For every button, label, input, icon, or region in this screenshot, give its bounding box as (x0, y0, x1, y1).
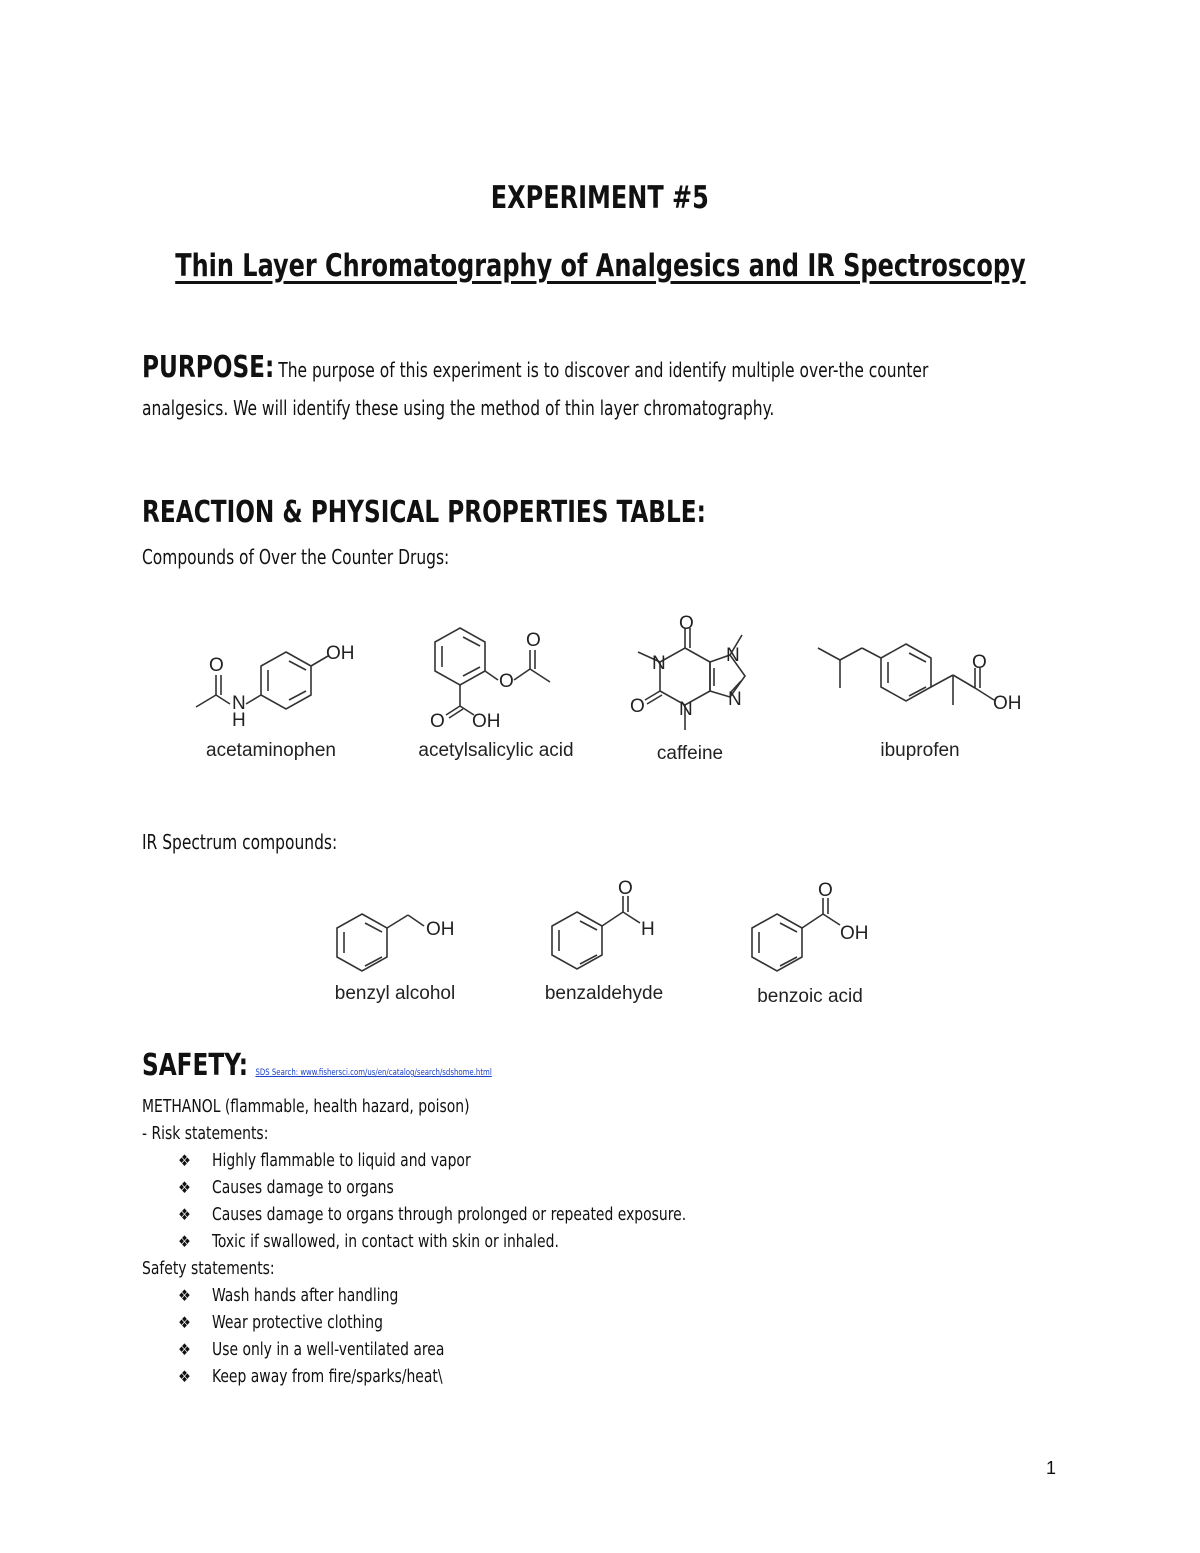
atom-label-n: N (652, 653, 666, 674)
bullet-icon: ❖ (178, 1313, 191, 1332)
safety-label: SAFETY: (142, 1048, 249, 1083)
bullet-icon: ❖ (178, 1340, 191, 1359)
safety-item: ❖ Use only in a well-ventilated area (178, 1339, 445, 1360)
atom-label-oh: OH (426, 919, 455, 940)
bullet-icon: ❖ (178, 1286, 191, 1305)
atom-label-n: N (232, 693, 246, 714)
bullet-icon: ❖ (178, 1232, 191, 1251)
compound-name-benzaldehyde: benzaldehyde (544, 983, 664, 1004)
bullet-icon: ❖ (178, 1178, 191, 1197)
risk-statements-label: - Risk statements: (142, 1123, 269, 1144)
atom-label-oh: OH (840, 923, 869, 944)
reaction-properties-heading: REACTION & PHYSICAL PROPERTIES TABLE: (142, 495, 706, 530)
safety-statements-label: Safety statements: (142, 1258, 275, 1279)
atom-label-o: O (618, 878, 633, 899)
purpose-text-line1: The purpose of this experiment is to discover and identify multiple over-the counter (278, 358, 929, 382)
purpose-text-line2: analgesics. We will identify these using the method of thin layer chromatography. (142, 396, 775, 420)
atom-label-o: O (209, 655, 224, 676)
atom-label-o: O (679, 613, 694, 634)
bullet-icon: ❖ (178, 1151, 191, 1170)
experiment-number: EXPERIMENT #5 (490, 180, 710, 216)
atom-label-oh: OH (472, 711, 501, 732)
atom-label-o: O (499, 671, 514, 692)
atom-label-o: O (818, 880, 833, 901)
atom-label-oh: OH (326, 643, 355, 664)
page-number: 1 (1046, 1458, 1057, 1478)
benzyl-alcohol-structure (337, 914, 424, 971)
safety-item: ❖ Wash hands after handling (178, 1285, 399, 1306)
atom-label-h: H (641, 919, 655, 940)
risk-item: ❖ Toxic if swallowed, in contact with skin or inhaled. (178, 1231, 559, 1252)
ir-compounds-label: IR Spectrum compounds: (142, 830, 338, 854)
risk-item: ❖Highly flammable to liquid and vapor (178, 1150, 471, 1171)
atom-label-o: O (972, 652, 987, 673)
benzoic-acid-structure (752, 898, 840, 971)
compound-name-acetaminophen: acetaminophen (206, 740, 336, 761)
safety-item: ❖ Wear protective clothing (178, 1312, 383, 1333)
atom-label-o: O (526, 630, 541, 651)
atom-label-h: H (232, 710, 246, 731)
atom-label-o: O (630, 696, 645, 717)
compound-name-caffeine: caffeine (656, 743, 724, 764)
safety-heading-line (142, 1048, 549, 1083)
sds-search-link[interactable]: SDS Search: www.fishersci.com/us/en/catalog/search/sdshome.html (255, 1068, 492, 1078)
purpose-label: PURPOSE: (142, 350, 275, 385)
atom-label-oh: OH (993, 693, 1022, 714)
atom-label-n: N (679, 699, 693, 720)
ibuprofen-structure (818, 644, 994, 705)
atom-label-n: N (726, 645, 740, 666)
atom-label-o: O (430, 711, 445, 732)
document-title: Thin Layer Chromatography of Analgesics and IR Spectroscopy (174, 248, 1026, 284)
risk-item: ❖ Causes damage to organs through prolonged or repeated exposure. (178, 1204, 687, 1225)
benzaldehyde-structure (552, 896, 640, 969)
compound-name-acetylsalicylic-acid: acetylsalicylic acid (418, 740, 574, 761)
otc-compounds-label: Compounds of Over the Counter Drugs: (142, 545, 450, 569)
safety-item: ❖ Keep away from fire/sparks/heat\ (178, 1366, 443, 1387)
atom-label-n: N (728, 689, 742, 710)
compound-name-benzoic-acid: benzoic acid (757, 986, 863, 1007)
bullet-icon: ❖ (178, 1205, 191, 1224)
bullet-icon: ❖ (178, 1367, 191, 1386)
compound-name-benzyl-alcohol: benzyl alcohol (334, 983, 456, 1004)
chemical-name: METHANOL (flammable, health hazard, poison) (142, 1096, 470, 1117)
compound-name-ibuprofen: ibuprofen (880, 740, 960, 761)
risk-item: ❖ Causes damage to organs (178, 1177, 394, 1198)
